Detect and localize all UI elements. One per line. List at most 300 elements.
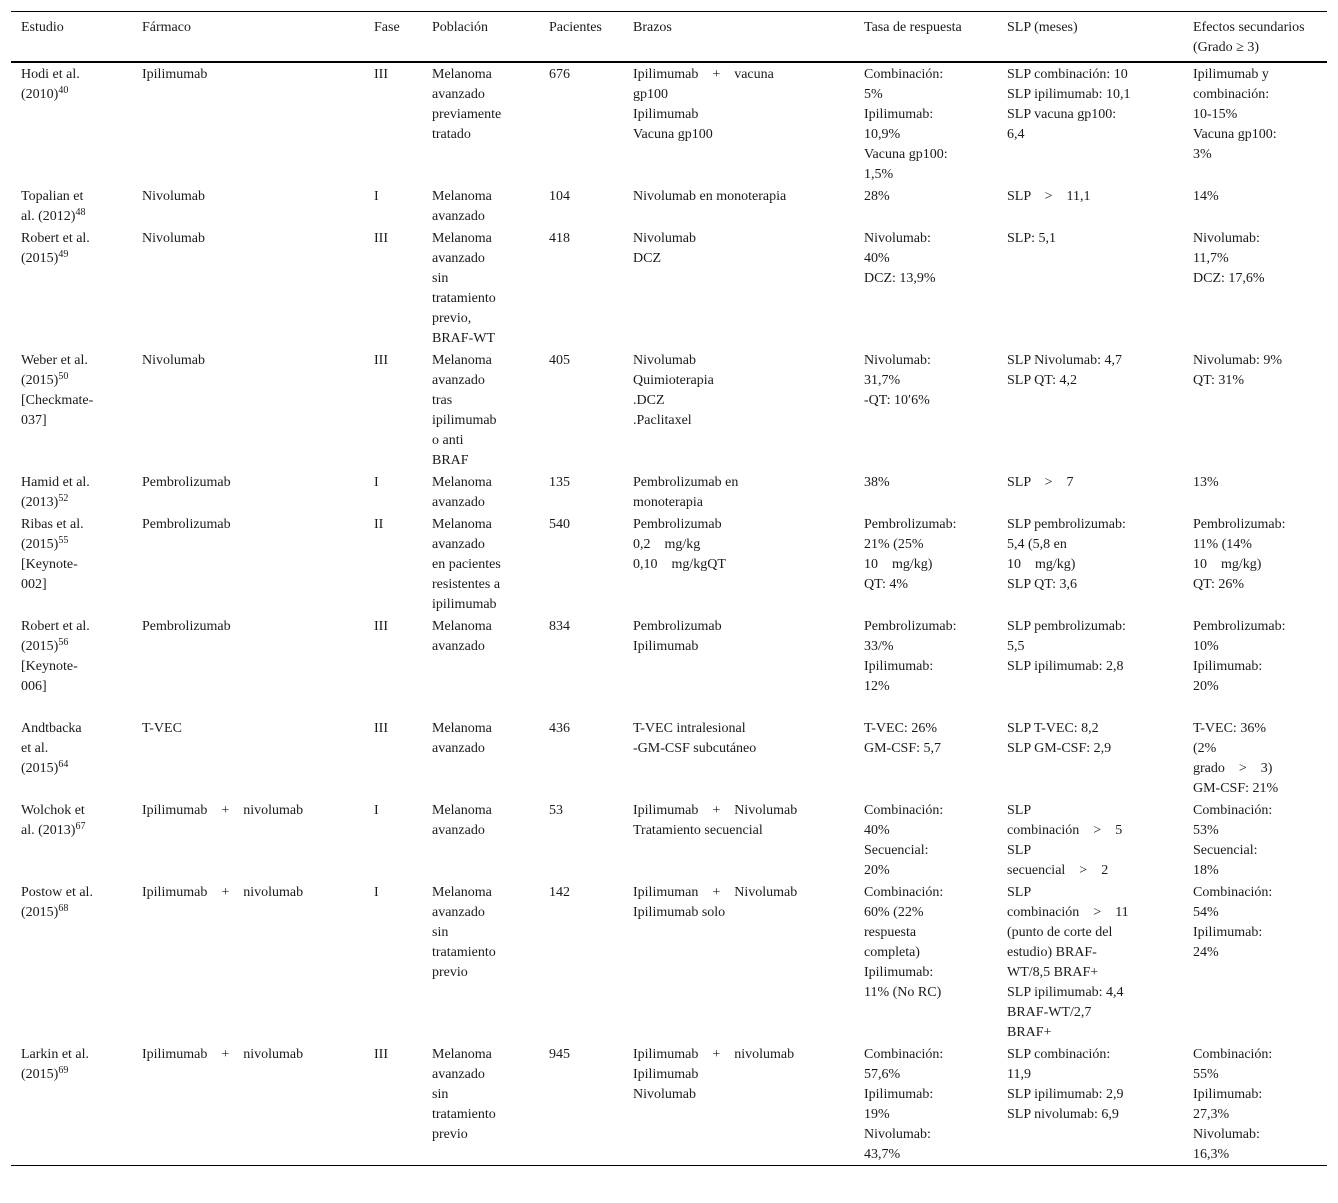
reference-superscript: 56 [58, 637, 69, 648]
poblacion-line: tras [432, 393, 453, 408]
efectos-line: 55% [1193, 1067, 1219, 1082]
cell-tasa-respuesta [854, 471, 997, 513]
cell-slp [997, 471, 1183, 513]
estudio-line [21, 493, 126, 513]
poblacion-line: Melanoma [432, 721, 492, 736]
cell-estudio [11, 881, 132, 1043]
brazos-line: Ipilimuman + Nivolumab [633, 885, 798, 900]
reference-superscript: 64 [58, 759, 69, 770]
estudio-text: Postow et al. [21, 885, 93, 900]
estudio-text: 002] [21, 577, 47, 592]
cell-brazos [623, 1043, 854, 1166]
slp-line: 10 mg/kg) [1007, 557, 1076, 572]
cell-estudio [11, 717, 132, 799]
poblacion-line: BRAF [432, 453, 469, 468]
tasa-line: 5% [864, 87, 883, 102]
header-estudio: Estudio [21, 20, 64, 35]
estudio-text: Topalian et [21, 189, 84, 204]
poblacion-line: avanzado [432, 251, 485, 266]
cell-brazos [623, 62, 854, 185]
brazos-line: Ipilimumab + vacuna [633, 67, 774, 82]
poblacion-line: sin [432, 1087, 449, 1102]
cell-slp [997, 1043, 1183, 1166]
tasa-line: GM-CSF: 5,7 [864, 741, 942, 756]
poblacion-line: Melanoma [432, 885, 492, 900]
efectos-line: 54% [1193, 905, 1219, 920]
estudio-line [21, 719, 126, 739]
tasa-line: 10,9% [864, 127, 901, 142]
slp-line: SLP T-VEC: 8,2 [1007, 721, 1099, 736]
cell-slp [997, 185, 1183, 227]
cell-brazos [623, 513, 854, 615]
slp-line: SLP pembrolizumab: [1007, 517, 1126, 532]
cell-fase: I [374, 885, 379, 900]
tasa-line: Combinación: [864, 885, 944, 900]
table-row [11, 1043, 1327, 1166]
estudio-line [21, 535, 126, 555]
poblacion-line: ipilimumab [432, 597, 497, 612]
cell-fase: II [374, 517, 384, 532]
slp-line: SLP GM-CSF: 2,9 [1007, 741, 1112, 756]
cell-tasa-respuesta [854, 227, 997, 349]
estudio-text: (2015) [21, 1067, 59, 1082]
cell-brazos [623, 471, 854, 513]
header-brazos: Brazos [633, 20, 672, 35]
cell-efectos-secundarios [1183, 349, 1327, 471]
tasa-line: 43,7% [864, 1147, 901, 1162]
cell-efectos-secundarios [1183, 62, 1327, 185]
cell-pacientes: 834 [549, 619, 570, 634]
efectos-line: 53% [1193, 823, 1219, 838]
estudio-text: al. (2013) [21, 823, 76, 838]
efectos-line: Nivolumab: 9% [1193, 353, 1283, 368]
farmaco-line: Ipilimumab [142, 67, 208, 82]
table-row [11, 799, 1327, 881]
cell-estudio [11, 1043, 132, 1166]
cell-slp [997, 227, 1183, 349]
estudio-text: (2015) [21, 905, 59, 920]
slp-line: 5,5 [1007, 639, 1025, 654]
estudio-line [21, 229, 126, 249]
cell-fase: III [374, 721, 388, 736]
poblacion-line: BRAF-WT [432, 331, 495, 346]
slp-line: SLP [1007, 803, 1032, 818]
tasa-line: 1,5% [864, 167, 894, 182]
poblacion-line: avanzado [432, 373, 485, 388]
efectos-line: Pembrolizumab: [1193, 619, 1286, 634]
cell-pacientes: 135 [549, 475, 570, 490]
poblacion-line: tratado [432, 127, 471, 142]
cell-pacientes: 436 [549, 721, 570, 736]
estudio-text: Ribas et al. [21, 517, 84, 532]
poblacion-line: avanzado [432, 823, 485, 838]
poblacion-line: Melanoma [432, 475, 492, 490]
poblacion-line: Melanoma [432, 189, 492, 204]
brazos-line: Pembrolizumab en [633, 475, 739, 490]
estudio-text: al. (2012) [21, 209, 76, 224]
efectos-line: 13% [1193, 475, 1219, 490]
slp-line: SLP ipilimumab: 4,4 [1007, 985, 1124, 1000]
tasa-line: Nivolumab: [864, 231, 931, 246]
farmaco-line: T-VEC [142, 721, 182, 736]
cell-fase: III [374, 67, 388, 82]
estudio-line [21, 883, 126, 903]
poblacion-line: Melanoma [432, 517, 492, 532]
table-row [11, 62, 1327, 185]
efectos-line: 27,3% [1193, 1107, 1230, 1122]
cell-farmaco [132, 1043, 364, 1166]
table-row [11, 881, 1327, 1043]
efectos-line: 11,7% [1193, 251, 1229, 266]
brazos-line: Tratamiento secuencial [633, 823, 763, 838]
estudio-text: (2015) [21, 537, 59, 552]
farmaco-line: Pembrolizumab [142, 619, 231, 634]
tasa-line: 38% [864, 475, 890, 490]
cell-pacientes: 676 [549, 67, 570, 82]
slp-line: BRAF-WT/2,7 [1007, 1005, 1092, 1020]
cell-farmaco [132, 799, 364, 881]
reference-superscript: 50 [58, 371, 69, 382]
poblacion-line: Melanoma [432, 353, 492, 368]
estudio-text: Hodi et al. [21, 67, 80, 82]
header-poblacion: Población [432, 20, 488, 35]
cell-tasa-respuesta [854, 62, 997, 185]
tasa-line: Vacuna gp100: [864, 147, 948, 162]
cell-efectos-secundarios [1183, 1043, 1327, 1166]
slp-line: SLP: 5,1 [1007, 231, 1057, 246]
tasa-line: 20% [864, 863, 890, 878]
tasa-line: 60% (22% [864, 905, 924, 920]
brazos-line: gp100 [633, 87, 668, 102]
poblacion-line: avanzado [432, 537, 485, 552]
brazos-line: Nivolumab [633, 1087, 696, 1102]
slp-line: SLP [1007, 885, 1032, 900]
header-farmaco: Fármaco [142, 20, 191, 35]
farmaco-line: Ipilimumab + nivolumab [142, 1047, 304, 1062]
efectos-line: Combinación: [1193, 803, 1273, 818]
reference-superscript: 40 [58, 85, 69, 96]
poblacion-line: previo [432, 965, 468, 980]
cell-fase: III [374, 619, 388, 634]
cell-poblacion [422, 349, 539, 471]
slp-line: SLP vacuna gp100: [1007, 107, 1117, 122]
cell-brazos [623, 881, 854, 1043]
brazos-line: Pembrolizumab [633, 619, 722, 634]
estudio-text: Andtbacka [21, 721, 82, 736]
poblacion-line: sin [432, 271, 449, 286]
farmaco-line: Ipilimumab + nivolumab [142, 885, 304, 900]
estudio-line [21, 371, 126, 391]
brazos-line: 0,2 mg/kg [633, 537, 701, 552]
estudio-line [21, 85, 126, 105]
cell-brazos [623, 349, 854, 471]
efectos-line: 18% [1193, 863, 1219, 878]
brazos-line: Nivolumab [633, 353, 696, 368]
estudio-text: et al. [21, 741, 49, 756]
table-body [11, 62, 1327, 1166]
efectos-line: Pembrolizumab: [1193, 517, 1286, 532]
efectos-line: Vacuna gp100: [1193, 127, 1277, 142]
tasa-line: Pembrolizumab: [864, 517, 957, 532]
cell-farmaco [132, 881, 364, 1043]
brazos-line: -GM-CSF subcutáneo [633, 741, 757, 756]
cell-tasa-respuesta [854, 799, 997, 881]
estudio-line [21, 759, 126, 779]
table-row [11, 227, 1327, 349]
brazos-line: Nivolumab [633, 231, 696, 246]
slp-line: SLP > 11,1 [1007, 189, 1091, 204]
cell-estudio [11, 615, 132, 717]
cell-estudio [11, 349, 132, 471]
estudio-line [21, 187, 126, 207]
cell-fase: I [374, 803, 379, 818]
cell-fase: III [374, 353, 388, 368]
estudio-line [21, 677, 126, 697]
cell-poblacion [422, 615, 539, 717]
cell-farmaco [132, 615, 364, 717]
estudio-line [21, 575, 126, 595]
estudio-line [21, 207, 126, 227]
efectos-line: QT: 31% [1193, 373, 1245, 388]
estudio-line [21, 411, 126, 431]
tasa-line: Combinación: [864, 803, 944, 818]
estudio-line [21, 637, 126, 657]
slp-line: BRAF+ [1007, 1025, 1052, 1040]
efectos-line: Ipilimumab: [1193, 659, 1263, 674]
cell-slp [997, 799, 1183, 881]
tasa-line: Ipilimumab: [864, 1087, 934, 1102]
efectos-line: Combinación: [1193, 1047, 1273, 1062]
slp-line: SLP combinación: [1007, 1047, 1111, 1062]
efectos-line: T-VEC: 36% [1193, 721, 1266, 736]
header-efectos-secundarios: Efectos secundarios (Grado ≥ 3) [1193, 20, 1305, 55]
estudio-text: 037] [21, 413, 47, 428]
poblacion-line: avanzado [432, 209, 485, 224]
cell-efectos-secundarios [1183, 185, 1327, 227]
efectos-line: Ipilimumab: [1193, 925, 1263, 940]
cell-tasa-respuesta [854, 717, 997, 799]
tasa-line: respuesta [864, 925, 917, 940]
cell-efectos-secundarios [1183, 799, 1327, 881]
poblacion-line: tratamiento [432, 945, 496, 960]
farmaco-line: Ipilimumab + nivolumab [142, 803, 304, 818]
efectos-line: Nivolumab: [1193, 1127, 1260, 1142]
header-pacientes: Pacientes [549, 20, 602, 35]
slp-line: (punto de corte del [1007, 925, 1113, 940]
brazos-line: T-VEC intralesional [633, 721, 746, 736]
poblacion-line: avanzado [432, 495, 485, 510]
tasa-line: Nivolumab: [864, 1127, 931, 1142]
table-row [11, 615, 1327, 717]
cell-pacientes: 945 [549, 1047, 570, 1062]
poblacion-line: previo [432, 1127, 468, 1142]
estudio-line [21, 249, 126, 269]
brazos-line: Ipilimumab + nivolumab [633, 1047, 795, 1062]
brazos-line: Ipilimumab solo [633, 905, 726, 920]
cell-slp [997, 513, 1183, 615]
slp-line: SLP combinación: 10 [1007, 67, 1128, 82]
poblacion-line: ipilimumab [432, 413, 497, 428]
tasa-line: DCZ: 13,9% [864, 271, 936, 286]
cell-brazos [623, 227, 854, 349]
slp-line: SLP QT: 4,2 [1007, 373, 1077, 388]
poblacion-line: avanzado [432, 1067, 485, 1082]
efectos-line: QT: 26% [1193, 577, 1245, 592]
poblacion-line: avanzado [432, 87, 485, 102]
poblacion-line: o anti [432, 433, 464, 448]
estudio-line [21, 657, 126, 677]
brazos-line: Vacuna gp100 [633, 127, 713, 142]
cell-efectos-secundarios [1183, 615, 1327, 717]
estudio-text: (2015) [21, 373, 59, 388]
tasa-line: 40% [864, 823, 890, 838]
header-fase: Fase [374, 20, 400, 35]
tasa-line: T-VEC: 26% [864, 721, 937, 736]
table-row [11, 717, 1327, 799]
estudio-text: Robert et al. [21, 619, 90, 634]
tasa-line: Ipilimumab: [864, 107, 934, 122]
cell-farmaco [132, 349, 364, 471]
slp-line: secuencial > 2 [1007, 863, 1109, 878]
cell-slp [997, 881, 1183, 1043]
cell-farmaco [132, 471, 364, 513]
cell-poblacion [422, 881, 539, 1043]
reference-superscript: 52 [58, 493, 69, 504]
cell-efectos-secundarios [1183, 227, 1327, 349]
cell-pacientes: 540 [549, 517, 570, 532]
brazos-line: Nivolumab en monoterapia [633, 189, 787, 204]
efectos-line: Ipilimumab: [1193, 1087, 1263, 1102]
cell-farmaco [132, 513, 364, 615]
cell-slp [997, 349, 1183, 471]
efectos-line: 16,3% [1193, 1147, 1230, 1162]
estudio-line [21, 391, 126, 411]
efectos-line: DCZ: 17,6% [1193, 271, 1265, 286]
cell-poblacion [422, 717, 539, 799]
cell-poblacion [422, 1043, 539, 1166]
tasa-line: 33/% [864, 639, 894, 654]
header-tasa-respuesta: Tasa de respuesta [864, 20, 962, 35]
efectos-line: combinación: [1193, 87, 1270, 102]
efectos-line: 10% [1193, 639, 1219, 654]
slp-line: combinación > 5 [1007, 823, 1123, 838]
slp-line: combinación > 11 [1007, 905, 1129, 920]
estudio-line [21, 739, 126, 759]
cell-poblacion [422, 227, 539, 349]
cell-brazos [623, 799, 854, 881]
estudio-text: Hamid et al. [21, 475, 90, 490]
poblacion-line: Melanoma [432, 67, 492, 82]
cell-farmaco [132, 62, 364, 185]
brazos-line: Pembrolizumab [633, 517, 722, 532]
cell-slp [997, 615, 1183, 717]
tasa-line: 40% [864, 251, 890, 266]
efectos-line: Nivolumab: [1193, 231, 1260, 246]
estudio-text: (2013) [21, 495, 59, 510]
efectos-line: 24% [1193, 945, 1219, 960]
estudio-line [21, 903, 126, 923]
cell-fase: I [374, 189, 379, 204]
poblacion-line: previo, [432, 311, 472, 326]
estudio-text: Wolchok et [21, 803, 85, 818]
cell-poblacion [422, 513, 539, 615]
cell-farmaco [132, 227, 364, 349]
efectos-line: Ipilimumab y [1193, 67, 1269, 82]
cell-poblacion [422, 799, 539, 881]
cell-farmaco [132, 185, 364, 227]
cell-fase: III [374, 1047, 388, 1062]
cell-efectos-secundarios [1183, 881, 1327, 1043]
clinical-trials-table [11, 11, 1327, 1166]
estudio-text: Weber et al. [21, 353, 88, 368]
slp-line: SLP [1007, 843, 1032, 858]
estudio-line [21, 65, 126, 85]
estudio-text: (2015) [21, 761, 59, 776]
estudio-line [21, 1045, 126, 1065]
farmaco-line: Pembrolizumab [142, 475, 231, 490]
tasa-line: 10 mg/kg) [864, 557, 933, 572]
estudio-line [21, 351, 126, 371]
header-slp: SLP (meses) [1007, 20, 1078, 35]
brazos-line: Ipilimumab [633, 1067, 699, 1082]
estudio-line [21, 515, 126, 535]
tasa-line: completa) [864, 945, 920, 960]
slp-line: 5,4 (5,8 en [1007, 537, 1067, 552]
slp-line: 6,4 [1007, 127, 1025, 142]
farmaco-line: Nivolumab [142, 353, 205, 368]
efectos-line: 3% [1193, 147, 1212, 162]
reference-superscript: 67 [75, 821, 86, 832]
tasa-line: 21% (25% [864, 537, 924, 552]
tasa-line: 57,6% [864, 1067, 901, 1082]
estudio-text: Larkin et al. [21, 1047, 90, 1062]
slp-line: SLP Nivolumab: 4,7 [1007, 353, 1122, 368]
brazos-line: monoterapia [633, 495, 703, 510]
estudio-text: [Checkmate- [21, 393, 94, 408]
estudio-text: [Keynote- [21, 557, 78, 572]
reference-superscript: 69 [58, 1065, 69, 1076]
brazos-line: DCZ [633, 251, 661, 266]
table-row [11, 349, 1327, 471]
slp-line: SLP ipilimumab: 10,1 [1007, 87, 1131, 102]
efectos-line: 10 mg/kg) [1193, 557, 1262, 572]
brazos-line: Ipilimumab [633, 107, 699, 122]
cell-tasa-respuesta [854, 881, 997, 1043]
cell-poblacion [422, 471, 539, 513]
tasa-line: Ipilimumab: [864, 659, 934, 674]
tasa-line: Pembrolizumab: [864, 619, 957, 634]
cell-tasa-respuesta [854, 1043, 997, 1166]
farmaco-line: Nivolumab [142, 231, 205, 246]
cell-efectos-secundarios [1183, 513, 1327, 615]
brazos-line: .DCZ [633, 393, 665, 408]
cell-tasa-respuesta [854, 185, 997, 227]
table-row [11, 185, 1327, 227]
cell-brazos [623, 615, 854, 717]
poblacion-line: Melanoma [432, 619, 492, 634]
cell-brazos [623, 185, 854, 227]
estudio-text: [Keynote- [21, 659, 78, 674]
reference-superscript: 48 [75, 207, 86, 218]
efectos-line: (2% [1193, 741, 1217, 756]
efectos-line: 11% (14% [1193, 537, 1252, 552]
cell-pacientes: 53 [549, 803, 563, 818]
cell-estudio [11, 799, 132, 881]
poblacion-line: resistentes a [432, 577, 501, 592]
tasa-line: Combinación: [864, 1047, 944, 1062]
efectos-line: 10-15% [1193, 107, 1238, 122]
cell-tasa-respuesta [854, 513, 997, 615]
